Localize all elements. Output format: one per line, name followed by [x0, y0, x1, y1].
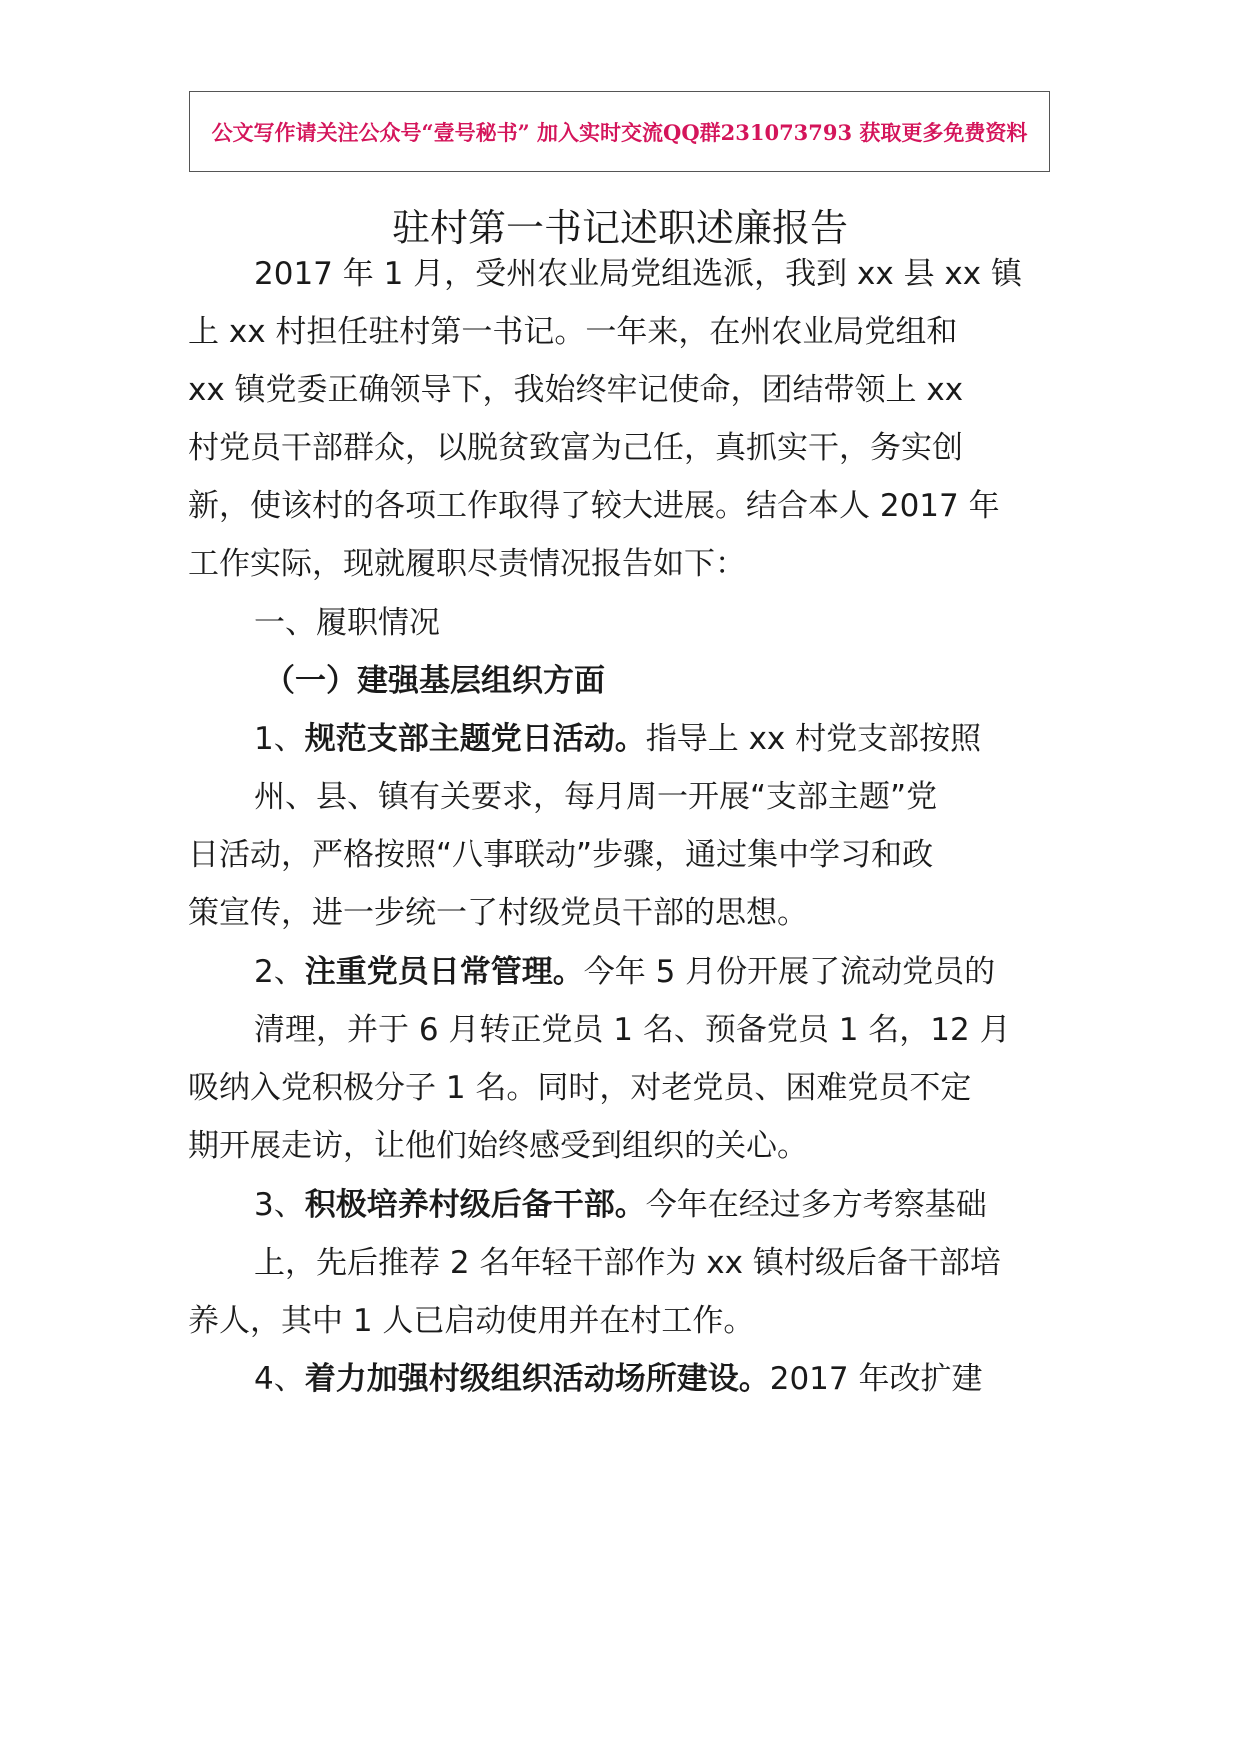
list-item-first-line [254, 717, 981, 761]
item-text: 今年在经过多方考察基础 [645, 1187, 987, 1223]
list-item-line: 州、县、镇有关要求，每月周一开展“支部主题”党 [254, 779, 938, 815]
list-item-first-line [254, 1357, 982, 1401]
list-item-line: 期开展走访，让他们始终感受到组织的关心。 [188, 1128, 808, 1164]
list-item-line: 清理，并于 6 月转正党员 1 名、预备党员 1 名，12 月 [254, 1012, 1011, 1048]
list-item-line: 上，先后推荐 2 名年轻干部作为 xx 镇村级后备干部培 [254, 1245, 1001, 1281]
item-bold-title: 着力加强村级组织活动场所建设。 [304, 1361, 770, 1397]
list-item-line: 吸纳入党积极分子 1 名。同时，对老党员、困难党员不定 [188, 1070, 972, 1106]
item-text: 2017 年改扩建 [769, 1361, 983, 1397]
item-number: 1、 [254, 721, 305, 757]
intro-line: 工作实际，现就履职尽责情况报告如下： [188, 546, 746, 582]
intro-line: 新，使该村的各项工作取得了较大进展。结合本人 2017 年 [188, 488, 1000, 524]
item-bold-title: 注重党员日常管理。 [304, 954, 584, 990]
document-title: 驻村第一书记述职述廉报告 [391, 206, 848, 250]
list-item-first-line [254, 950, 995, 994]
item-bold-title: 规范支部主题党日活动。 [304, 721, 646, 757]
item-text: 今年 5 月份开展了流动党员的 [583, 954, 996, 990]
subsection-heading: （一）建强基层组织方面 [264, 663, 605, 699]
item-number: 3、 [254, 1187, 305, 1223]
intro-line: 2017 年 1 月，受州农业局党组选派，我到 xx 县 xx 镇 [254, 256, 1022, 292]
list-item-first-line [254, 1183, 987, 1227]
list-item-line: 策宣传，进一步统一了村级党员干部的思想。 [188, 895, 808, 931]
list-item-line: 养人，其中 1 人已启动使用并在村工作。 [188, 1303, 755, 1339]
promo-banner [189, 91, 1050, 172]
item-number: 4、 [254, 1361, 305, 1397]
intro-line: 村党员干部群众，以脱贫致富为己任，真抓实干，务实创 [188, 430, 963, 466]
list-item-line: 日活动，严格按照“八事联动”步骤，通过集中学习和政 [188, 837, 934, 873]
item-text: 指导上 xx 村党支部按照 [645, 721, 982, 757]
intro-line: 上 xx 村担任驻村第一书记。一年来，在州农业局党组和 [188, 314, 958, 350]
intro-line: xx 镇党委正确领导下，我始终牢记使命，团结带领上 xx [188, 372, 964, 408]
promo-banner-text: 公文写作请关注公众号“壹号秘书” 加入实时交流QQ群231073793 获取更多免费资料 [211, 119, 1028, 145]
item-number: 2、 [254, 954, 305, 990]
section-heading: 一、履职情况 [254, 605, 440, 641]
item-bold-title: 积极培养村级后备干部。 [304, 1187, 646, 1223]
